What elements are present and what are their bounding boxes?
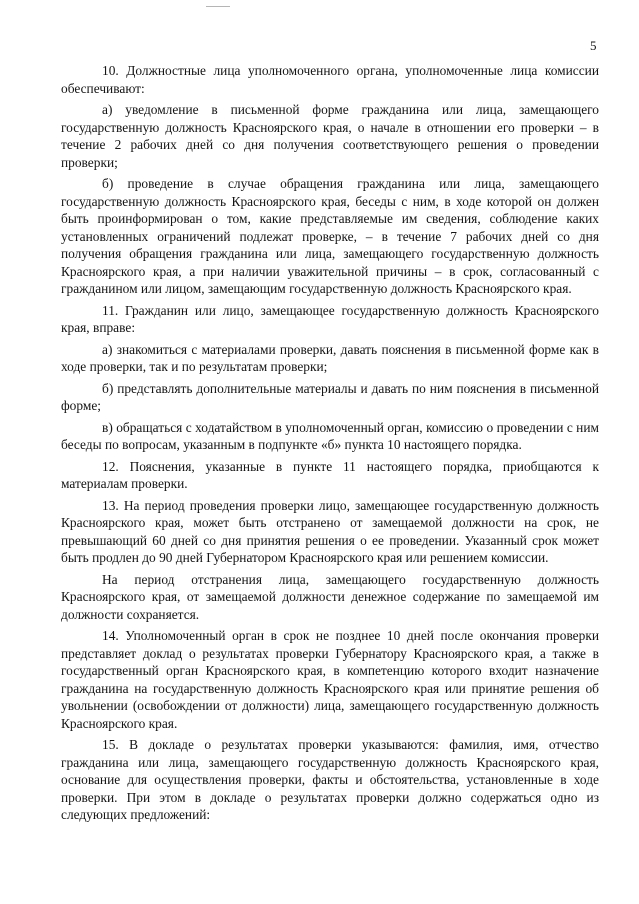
document-body [61, 62, 599, 828]
paragraph-13: 13. На период проведения проверки лицо, замещающее государственную должность Красноярского края, может быть отстранено от замещаемой должности на срок, не превышающий 60 дней со дня принятия решения о ее проведении. Указанный срок может быть продлен до 90 дней Губернатором Красноярского края или решением комиссии. [61, 497, 599, 565]
paragraph-10b: б) проведение в случае обращения гражданина или лица, замещающего государственную должность Красноярского края, беседы с ним, в ходе которой он должен быть проинформирован о том, какие представляемые им сведения, соблюдение каких установленных ограничений подлежат проверке, – в течение 7 рабочих дней со дня получения обращения гражданина или лица, замещающего государственную должность Красноярского края, а при наличии уважительной причины – в срок, согласованный с гражданином или лицом, замещающим государственную должность Красноярского края. [61, 176, 599, 296]
paragraph-12: 12. Пояснения, указанные в пункте 11 настоящего порядка, приобщаются к материалам проверки. [61, 458, 599, 491]
paragraph-13-cont: На период отстранения лица, замещающего государственную должность Красноярского края, от замещаемой должности денежное содержание по замещаемой им должности сохраняется. [61, 571, 599, 622]
paragraph-10a: а) уведомление в письменной форме гражданина или лица, замещающего государственную должность Красноярского края, о начале в отношении его проверки – в течение 2 рабочих дней со дня получения соответствующего решения о проведении проверки; [61, 102, 599, 170]
paragraph-11a: а) знакомиться с материалами проверки, давать пояснения в письменной форме как в ходе проверки, так и по результатам проверки; [61, 341, 599, 374]
page-number: 5 [590, 38, 597, 53]
paragraph-11: 11. Гражданин или лицо, замещающее государственную должность Красноярского края, вправе: [61, 302, 599, 335]
paragraph-15: 15. В докладе о результатах проверки указываются: фамилия, имя, отчество гражданина или лица, замещающего государственную должность Красноярского края, основание для осуществления проверки, факты и обстоятельства, установленные в ходе проверки. При этом в докладе о результатах проверки должно содержаться одно из следующих предложений: [61, 737, 599, 822]
paragraph-14: 14. Уполномоченный орган в срок не позднее 10 дней после окончания проверки представляет доклад о результатах проверки Губернатору Красноярского края, а также в государственный орган Красноярского края, в компетенцию которого входит назначение гражданина на государственную должность Красноярского края или принятие решения об увольнении (освобождении от должности) лица, замещающего государственную должность Красноярского края. [61, 628, 599, 731]
paragraph-10: 10. Должностные лица уполномоченного органа, уполномоченные лица комиссии обеспечивают: [61, 63, 599, 96]
scan-mark [206, 6, 230, 7]
paragraph-11c: в) обращаться с ходатайством в уполномоченный орган, комиссию о проведении с ним беседы по вопросам, указанным в подпункте «б» пункта 10 настоящего порядка. [61, 419, 599, 452]
paragraph-11b: б) представлять дополнительные материалы и давать по ним пояснения в письменной форме; [61, 380, 599, 413]
